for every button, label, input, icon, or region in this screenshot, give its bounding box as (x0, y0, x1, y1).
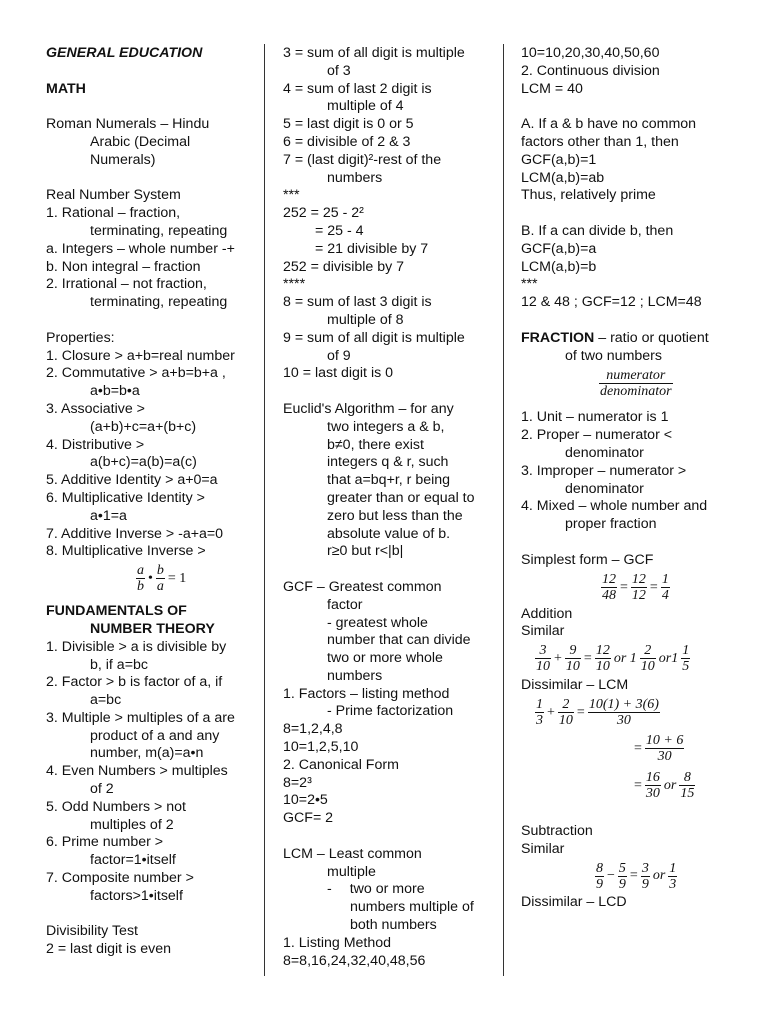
text-line (521, 330, 753, 348)
addition-dissimilar-formula: $\frac{1}{3}$ + $\frac{2}{10}$ = $\frac{10(1) + 3(6)}{30}$ (536, 697, 659, 729)
frac-num: 1 (682, 643, 690, 659)
frac-den: denominator (600, 383, 672, 399)
text-line: factors other than 1, then (521, 133, 679, 150)
text-line: 252 = 25 - 2² (283, 205, 364, 222)
text-line: Real Number System (46, 187, 181, 204)
frac-den: 12 (631, 587, 646, 603)
text-line: zero but less than the (327, 507, 463, 524)
frac-den: 48 (602, 587, 616, 603)
text-line: *** (521, 276, 538, 293)
text-line: of 2 (90, 781, 114, 798)
text-line: 6 = divisible of 2 & 3 (283, 133, 411, 150)
text-line: - Prime factorization (327, 703, 454, 720)
text-line: multiple (327, 863, 376, 880)
text-line: Arabic (Decimal (90, 133, 191, 150)
text-line: a. Integers – whole number -+ (46, 240, 235, 257)
text-line: multiple of 4 (327, 98, 404, 115)
text-line: 2. Irrational – not fraction, (46, 276, 207, 293)
frac-den: 30 (616, 713, 631, 729)
text-line: of 9 (327, 347, 351, 364)
text-line: 10 = last digit is 0 (283, 365, 394, 382)
frac-num: 5 (618, 860, 626, 876)
or-text: or1 (658, 651, 679, 667)
frac-den: 10 (536, 659, 550, 675)
text-line: Similar (521, 840, 565, 857)
text-span: two or more (349, 881, 425, 898)
doc-title: GENERAL EDUCATION (46, 45, 203, 61)
frac-den: 10 (640, 659, 655, 675)
text-line: terminating, repeating (90, 294, 228, 311)
text-line: GCF= 2 (283, 810, 334, 827)
text-line: **** (283, 276, 306, 293)
text-line: 6. Prime number > (46, 834, 164, 851)
text-line: multiple of 8 (327, 311, 404, 328)
text-line: Numerals) (90, 151, 156, 168)
text-line: a=bc (90, 692, 122, 709)
frac-den: 30 (657, 749, 672, 765)
frac-den: 4 (661, 587, 669, 603)
text-line: 4. Mixed – whole number and (521, 498, 708, 515)
column-2 (283, 45, 491, 970)
simplest-form-formula: $\frac{12}{48}$ = $\frac{12}{12}$ = $\frac{1}{4}$ (602, 571, 669, 603)
column-divider-2 (503, 44, 504, 976)
text-line: - greatest whole (327, 614, 428, 631)
text-line: both numbers (350, 917, 437, 934)
text-line: 10=2•5 (283, 792, 328, 809)
text-line: 1. Divisible > a is divisible by (46, 638, 227, 655)
text-line: 9 = sum of all digit is multiple (283, 329, 465, 346)
text-line: proper fraction (565, 516, 657, 533)
frac-den: 10 (565, 659, 580, 675)
text-line: 12 & 48 ; GCF=12 ; LCM=48 (521, 294, 702, 311)
text-line: 5. Odd Numbers > not (46, 798, 186, 815)
frac-den: 15 (680, 786, 695, 802)
frac-num: 8 (596, 860, 603, 876)
text-line: two integers a & b, (327, 418, 445, 435)
text-line: denominator (565, 480, 644, 497)
frac-num: a (137, 563, 144, 579)
or-text: or (663, 777, 677, 793)
text-line: b. Non integral – fraction (46, 258, 201, 275)
text-line: denominator (565, 444, 644, 461)
fraction-heading: FRACTION (521, 329, 595, 346)
text-line: LCM(a,b)=ab (521, 169, 605, 186)
text-line: 4. Even Numbers > multiples (46, 763, 228, 780)
text-line: number that can divide (327, 632, 471, 649)
text-line: 2. Factor > b is factor of a, if (46, 674, 223, 691)
text-line: *** (283, 187, 300, 204)
text-span: – ratio or quotient (594, 329, 709, 346)
text-line: 3. Multiple > multiples of a are (46, 709, 235, 726)
section-heading: FUNDAMENTALS OF (46, 603, 187, 620)
text-line: B. If a can divide b, then (521, 222, 674, 239)
frac-num: 12 (631, 571, 646, 587)
column-3 (521, 45, 753, 912)
text-line: GCF – Greatest common (283, 578, 442, 595)
column-divider-1 (264, 44, 265, 976)
subtraction-similar-formula: $\frac{8}{9}$ − $\frac{5}{9}$ = $\frac{3}{9}$ or $\frac{1}{3}$ (596, 860, 677, 892)
text-line: b≠0, there exist (327, 436, 424, 453)
text-line: integers q & r, such (327, 454, 449, 471)
frac-den: 10 (595, 659, 610, 675)
text-line: numbers (327, 667, 383, 684)
text-line: 8=2³ (283, 774, 312, 791)
frac-num: 2 (640, 643, 656, 659)
text-line: that a=bq+r, r being (327, 472, 451, 489)
frac-num: b (156, 563, 164, 579)
text-line: multiples of 2 (90, 816, 174, 833)
text-line: greater than or equal to (327, 489, 475, 506)
text-line: factors>1•itself (90, 887, 183, 904)
frac-num: 16 (645, 770, 660, 786)
text-line: Dissimilar – LCD (521, 894, 627, 911)
text-line: = 25 - 4 (315, 222, 364, 239)
frac-num: numerator (599, 368, 673, 384)
frac-num: 12 (595, 643, 610, 659)
text-line: 2. Commutative > a+b=b+a , (46, 365, 226, 382)
bullet-dash: - (327, 881, 332, 898)
text-line: 10=10,20,30,40,50,60 (521, 45, 660, 61)
text-line: 5. Additive Identity > a+0=a (46, 472, 218, 489)
text-line: (a+b)+c=a+(b+c) (90, 418, 197, 435)
text-line: LCM – Least common (283, 845, 422, 862)
text-line: GCF(a,b)=1 (521, 151, 597, 168)
frac-den: 5 (682, 659, 690, 675)
frac-den: 9 (618, 876, 626, 892)
text-line: numbers (327, 169, 383, 186)
text-line: terminating, repeating (90, 222, 228, 239)
equals: = 1 (167, 571, 187, 587)
text-line: 2 = last digit is even (46, 941, 171, 958)
text-line: a•1=a (90, 507, 127, 524)
text-line: numbers multiple of (350, 899, 474, 916)
frac-num: 2 (558, 697, 574, 713)
frac-den: a (156, 579, 164, 595)
frac-den: 9 (596, 876, 603, 892)
frac-num: 1 (669, 860, 677, 876)
frac-den: 3 (536, 713, 543, 729)
text-line: Simplest form – GCF (521, 551, 654, 568)
frac-num: 3 (641, 860, 649, 876)
text-line: 7 = (last digit)²-rest of the (283, 151, 442, 168)
frac-num: 1 (536, 697, 543, 713)
text-line: LCM = 40 (521, 80, 583, 97)
text-line: Properties: (46, 329, 115, 346)
text-line: 1. Unit – numerator is 1 (521, 409, 669, 426)
frac-den: 30 (645, 786, 660, 802)
text-line: 3. Improper – numerator > (521, 462, 687, 479)
text-line: a•b=b•a (90, 383, 140, 400)
text-line: Roman Numerals – Hindu (46, 116, 210, 133)
column-1 (46, 45, 258, 959)
text-line: Thus, relatively prime (521, 187, 656, 204)
text-line: LCM(a,b)=b (521, 258, 597, 275)
text-line: Divisibility Test (46, 923, 138, 940)
text-line: 3 = sum of all digit is multiple (283, 45, 465, 61)
frac-num: 9 (565, 643, 581, 659)
text-line: 5 = last digit is 0 or 5 (283, 116, 414, 133)
math-heading: MATH (46, 80, 86, 97)
text-line: 8=1,2,4,8 (283, 721, 343, 738)
frac-num: 3 (535, 643, 551, 659)
text-line: 2. Proper – numerator < (521, 427, 673, 444)
text-line: 8. Multiplicative Inverse > (46, 543, 206, 560)
frac-num: 8 (679, 770, 695, 786)
text-line: 10=1,2,5,10 (283, 739, 359, 756)
text-line: 2. Continuous division (521, 62, 660, 79)
text-line: 4 = sum of last 2 digit is (283, 80, 432, 97)
text-line: of two numbers (565, 347, 662, 364)
or-text: or (652, 868, 666, 884)
text-line: 1. Rational – fraction, (46, 205, 181, 222)
text-line: A. If a & b have no common (521, 116, 697, 133)
text-line: Subtraction (521, 822, 593, 839)
section-heading: NUMBER THEORY (90, 620, 215, 637)
frac-den: b (137, 579, 144, 595)
text-line: 8=8,16,24,32,40,48,56 (283, 952, 426, 969)
frac-den: 9 (641, 876, 649, 892)
text-line: 1. Factors – listing method (283, 685, 450, 702)
text-line: number, m(a)=a•n (90, 745, 204, 762)
text-line: 252 = divisible by 7 (283, 258, 405, 275)
addition-dissimilar-step: = $\frac{10 + 6}{30}$ (634, 733, 684, 765)
text-line: 2. Canonical Form (283, 756, 399, 773)
text-line: factor (327, 596, 363, 613)
fraction-formula (521, 365, 753, 401)
text-line (283, 881, 491, 899)
text-line: Addition (521, 605, 573, 622)
text-line: 6. Multiplicative Identity > (46, 489, 205, 506)
text-line: of 3 (327, 62, 351, 79)
inverse-formula: $\frac{a}{b}$ • $\frac{b}{a}$ = 1 (46, 561, 258, 597)
text-line: Euclid's Algorithm – for any (283, 400, 454, 417)
text-line: = 21 divisible by 7 (315, 240, 429, 257)
addition-dissimilar-result: = $\frac{16}{30}$ or $\frac{8}{15}$ (634, 770, 695, 802)
addition-similar-formula: $\frac{3}{10}$ + $\frac{9}{10}$ = $\frac{12}{10}$ or 1 $\frac{2}{10}$ or1 $\frac{1}{5}$ (536, 643, 690, 675)
text-line: absolute value of b. (327, 525, 451, 542)
text-line: product of a and any (90, 727, 220, 744)
text-line: factor=1•itself (90, 852, 176, 869)
frac-den: 10 (558, 713, 573, 729)
text-line: b, if a=bc (90, 656, 148, 673)
text-line: 4. Distributive > (46, 436, 145, 453)
frac-num: 12 (602, 571, 616, 587)
frac-num: 1 (661, 571, 669, 587)
text-line: 1. Listing Method (283, 934, 392, 951)
text-line: GCF(a,b)=a (521, 240, 597, 257)
text-line: Similar (521, 623, 565, 640)
text-line: 7. Composite number > (46, 870, 194, 887)
frac-den: 3 (669, 876, 677, 892)
text-line: 7. Additive Inverse > -a+a=0 (46, 525, 224, 542)
frac-num: 10(1) + 3(6) (588, 697, 659, 713)
text-line: a(b+c)=a(b)=a(c) (90, 454, 197, 471)
text-line: Dissimilar – LCM (521, 677, 629, 694)
text-line: 3. Associative > (46, 400, 145, 417)
or-text: or 1 (613, 651, 637, 667)
text-line: 8 = sum of last 3 digit is (283, 294, 432, 311)
text-line: two or more whole (327, 650, 443, 667)
frac-num: 10 + 6 (645, 733, 684, 749)
text-line: r≥0 but r<|b| (327, 543, 404, 560)
text-line: 1. Closure > a+b=real number (46, 347, 235, 364)
